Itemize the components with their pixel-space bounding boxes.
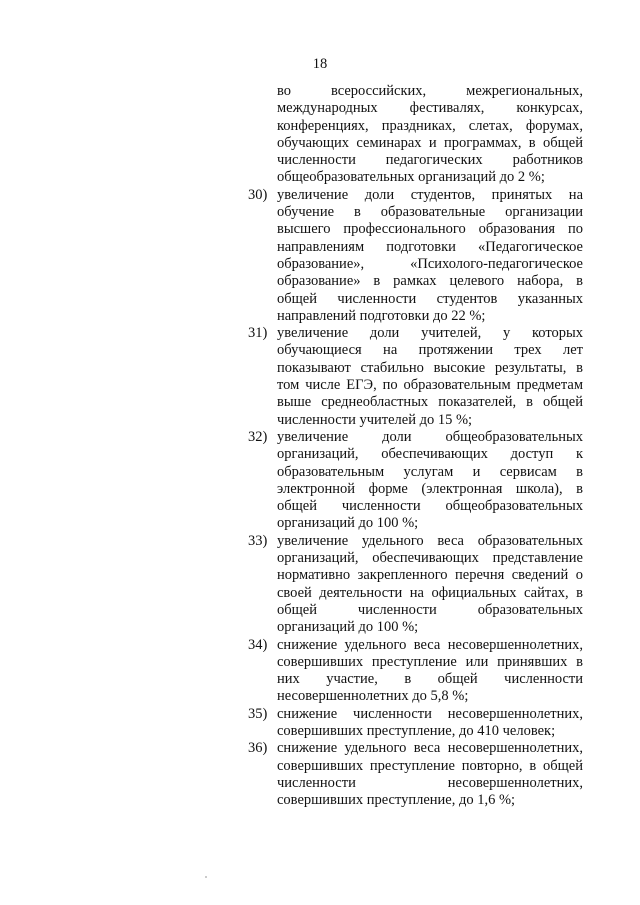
text-line: международных фестивалях, конкурсах, xyxy=(277,100,583,117)
item-number: 35) xyxy=(248,705,268,722)
text-line: снижение удельного веса несовершеннолетних, xyxy=(277,636,583,653)
item-text xyxy=(277,706,583,741)
text-line: во всероссийских, межрегиональных, xyxy=(277,83,583,99)
list-item-32 xyxy=(248,429,583,533)
list-item-31 xyxy=(248,325,583,429)
text-line: электронной форме (электронная школа), в xyxy=(277,480,583,497)
item-text xyxy=(277,429,583,533)
text-line: образовательным услугам и сервисам в xyxy=(277,463,583,480)
text-line: совершивших преступление, до 1,6 %; xyxy=(277,792,516,809)
text-line: обучающиеся на протяжении трех лет xyxy=(277,342,583,359)
text-line: организаций до 100 %; xyxy=(277,619,419,636)
text-line: выше среднеобластных показателей, в общей xyxy=(277,394,583,411)
text-line: образование», «Психолого-педагогическое xyxy=(277,255,583,272)
text-line: снижение удельного веса несовершеннолетних, xyxy=(277,740,583,757)
item-number: 30) xyxy=(248,186,268,203)
text-line: организаций до 100 %; xyxy=(277,515,419,532)
item-text xyxy=(277,637,583,706)
item-number: 31) xyxy=(248,325,268,342)
intro-paragraph xyxy=(248,83,583,187)
text-line: конференциях, праздниках, слетах, форумах, xyxy=(277,117,583,134)
item-number: 33) xyxy=(248,532,268,549)
text-line: несовершеннолетних до 5,8 %; xyxy=(277,688,469,705)
item-text xyxy=(277,740,583,809)
text-line: увеличение доли студентов, принятых на xyxy=(277,186,583,203)
text-line: образование» в рамках целевого набора, в xyxy=(277,273,583,290)
text-line: своей деятельности на официальных сайтах, в xyxy=(277,584,583,601)
text-line: увеличение доли общеобразовательных xyxy=(277,428,583,445)
list-item-36 xyxy=(248,740,583,809)
item-number: 32) xyxy=(248,428,268,445)
text-line: совершивших преступление или принявших в xyxy=(277,653,583,670)
item-text xyxy=(277,187,583,325)
list-item-35 xyxy=(248,706,583,741)
text-line: совершивших преступление, до 410 человек; xyxy=(277,722,556,739)
text-line: нормативно закрепленного перечня сведений о xyxy=(277,567,583,584)
list-item-30 xyxy=(248,187,583,325)
text-line: увеличение доли учителей, у которых xyxy=(277,325,583,342)
text-line: общеобразовательных организаций до 2 %; xyxy=(277,169,545,186)
text-line: общей численности общеобразовательных xyxy=(277,498,583,515)
text-line: организаций, обеспечивающих представление xyxy=(277,550,583,567)
text-line: них участие, в общей численности xyxy=(277,671,583,688)
item-number: 36) xyxy=(248,740,268,757)
list-item-33 xyxy=(248,533,583,637)
text-line: показывают стабильно высокие результаты, в xyxy=(277,359,583,376)
item-text xyxy=(277,325,583,429)
page-number: 18 xyxy=(312,56,328,72)
text-line: высшего профессионального образования по xyxy=(277,221,583,238)
text-line: увеличение удельного веса образовательных xyxy=(277,532,583,549)
text-line: численности несовершеннолетних, xyxy=(277,774,583,791)
text-line: том числе ЕГЭ, по образовательным предметам xyxy=(277,377,583,394)
text-line: общей численности образовательных xyxy=(277,601,583,618)
item-text xyxy=(277,533,583,637)
text-line: снижение численности несовершеннолетних, xyxy=(277,705,583,722)
text-line: общей численности студентов указанных xyxy=(277,290,583,307)
text-line: обучение в образовательные организации xyxy=(277,204,583,221)
text-line: численности педагогических работников xyxy=(277,152,583,169)
scan-speck xyxy=(205,876,207,878)
text-line: организаций, обеспечивающих доступ к xyxy=(277,446,583,463)
list-item-34 xyxy=(248,637,583,706)
text-line: направлений подготовки до 22 %; xyxy=(277,307,486,324)
text-line: численности учителей до 15 %; xyxy=(277,411,473,428)
text-line: направлениям подготовки «Педагогическое xyxy=(277,238,583,255)
text-line: обучающих семинарах и программах, в общей xyxy=(277,134,583,151)
text-line: совершивших преступление повторно, в общей xyxy=(277,757,583,774)
document-body xyxy=(248,83,583,809)
item-number: 34) xyxy=(248,636,268,653)
